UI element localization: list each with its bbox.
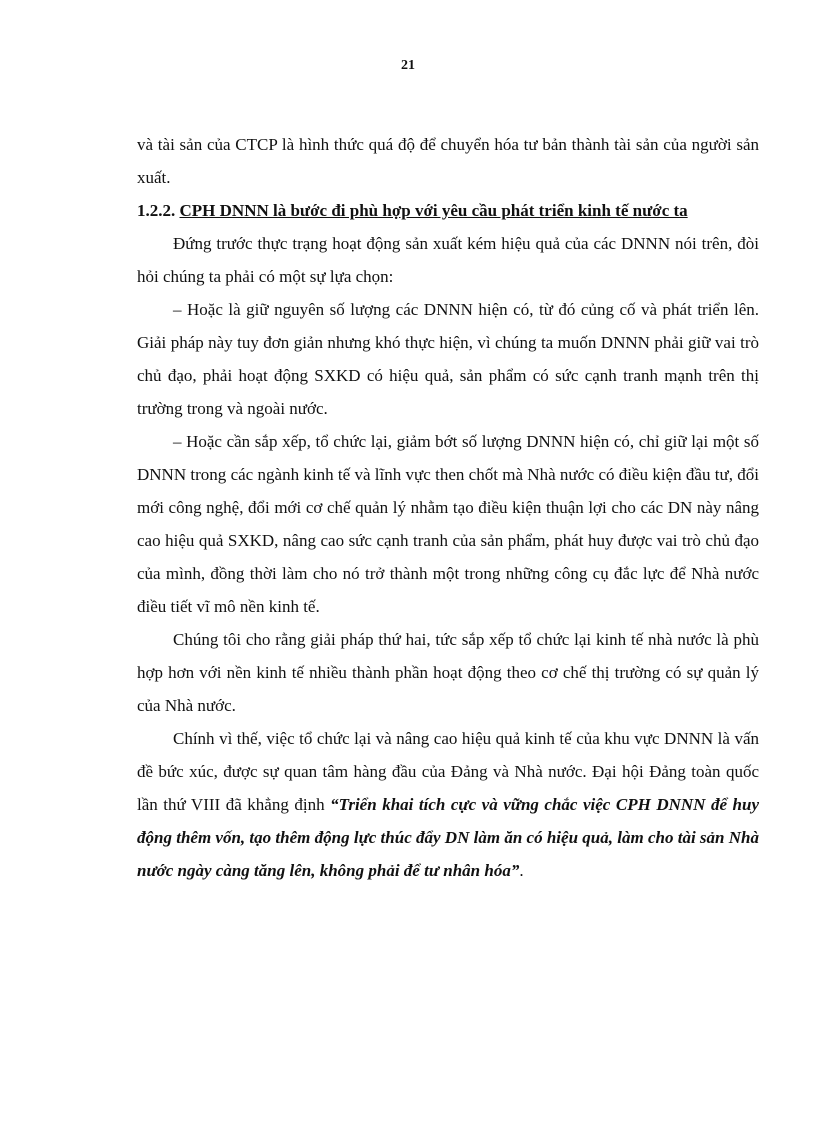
congress-intro-text: Chính vì thế, việc tổ chức lại và nâng cao hiệu quả kinh tế của khu vực DNNN là vấn đề bức xúc, được sự quan tâm hàng đầu của Đảng và Nhà nước. Đại hội Đảng toàn quốc lần thứ VIII đã khẳng định (137, 729, 759, 814)
congress-end-punctuation: . (519, 861, 524, 880)
paragraph-party-congress (137, 722, 759, 887)
page-number: 21 (401, 58, 415, 73)
paragraph-continuation: và tài sản của CTCP là hình thức quá độ để chuyển hóa tư bản thành tài sản của người sản xuất. (137, 135, 759, 187)
document-body (137, 128, 759, 887)
paragraph-intro: Đứng trước thực trạng hoạt động sản xuất kém hiệu quả của các DNNN nói trên, đòi hỏi chúng ta phải có một sự lựa chọn: (137, 234, 759, 286)
paragraph-conclusion: Chúng tôi cho rằng giải pháp thứ hai, tức sắp xếp tổ chức lại kinh tế nhà nước là phù hợp hơn với nền kinh tế nhiều thành phần hoạt động theo cơ chế thị trường có sự quản lý của Nhà nước. (137, 630, 759, 715)
section-heading (137, 194, 759, 227)
section-number: 1.2.2. (137, 201, 176, 220)
congress-quote: “Triển khai tích cực và vững chắc việc CPH DNNN để huy động thêm vốn, tạo thêm động lực thúc đẩy DN làm ăn có hiệu quả, làm cho tài sản Nhà nước ngày càng tăng lên, không phải để tư nhân hóa” (137, 795, 759, 880)
paragraph-option-one: – Hoặc là giữ nguyên số lượng các DNNN hiện có, từ đó củng cố và phát triển lên. Giải pháp này tuy đơn giản nhưng khó thực hiện, vì chúng ta muốn DNNN phải giữ vai trò chủ đạo, phải hoạt động SXKD có hiệu quả, sản phẩm có sức cạnh tranh mạnh trên thị trường trong và ngoài nước. (137, 300, 759, 418)
paragraph-option-two: – Hoặc cần sắp xếp, tổ chức lại, giảm bớt số lượng DNNN hiện có, chỉ giữ lại một số DNNN trong các ngành kinh tế và lĩnh vực then chốt mà Nhà nước có điều kiện đầu tư, đổi mới công nghệ, đổi mới cơ chế quản lý nhằm tạo điều kiện thuận lợi cho các DN này nâng cao hiệu quả SXKD, nâng cao sức cạnh tranh của sản phẩm, phát huy được vai trò chủ đạo của mình, đồng thời làm cho nó trở thành một trong những công cụ đắc lực để Nhà nước điều tiết vĩ mô nền kinh tế. (137, 432, 759, 616)
section-title: CPH DNNN là bước đi phù hợp với yêu cầu phát triển kinh tế nước ta (179, 201, 688, 220)
